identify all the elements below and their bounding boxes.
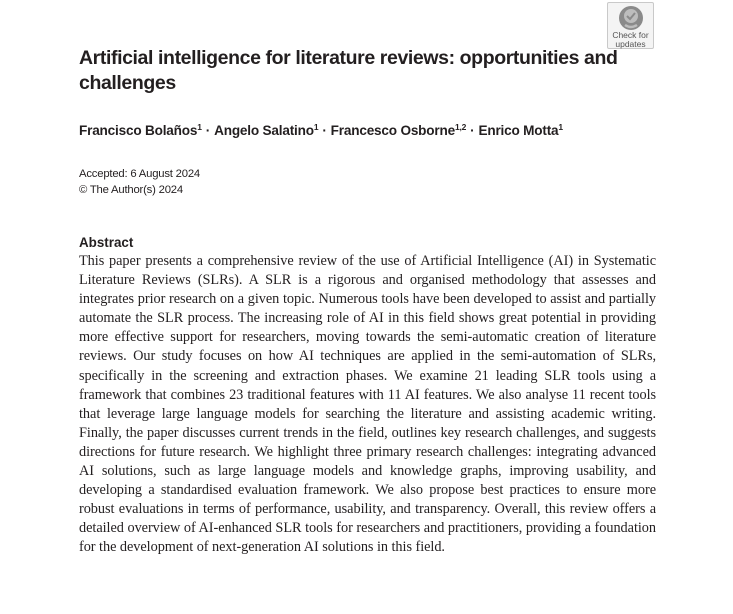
- paper-title: Artificial intelligence for literature reviews: opportunities and challenges: [79, 47, 618, 94]
- author-affiliation: 1: [558, 122, 563, 132]
- abstract-text: This paper presents a comprehensive review of the use of Artificial Intelligence (AI) in Systematic Literature Reviews (SLRs). A SLR is a rigorous and organised methodology that assesses and integrates prior research on a given topic. Numerous tools have been developed to assist and partially automate the SLR process. The increasing role of AI in this field shows great potential in providing more effective support for researchers, moving towards the semi-automatic creation of literature reviews. Our study focuses on how AI techniques are applied in the semi-automation of SLRs, specifically in the screening and extraction phases. We examine 21 leading SLR tools using a framework that combines 23 traditional features with 11 AI features. We also analyse 11 recent tools that leverage large language models for searching the literature and assisting academic writing. Finally, the paper discusses current trends in the field, outlines key research challenges, and suggests directions for future research. We highlight three primary research challenges: integrating advanced AI solutions, such as large language models and knowledge graphs, improving usability, and developing a standardised evaluation framework. We also propose best practices to ensure more robust evaluations in terms of performance, usability, and transparency. Overall, this review offers a detailed overview of AI-enhanced SLR tools for researchers and practitioners, providing a foundation for the development of next-generation AI solutions in this field.: [79, 253, 656, 556]
- badge-label-line2: updates: [615, 39, 646, 49]
- author-list: [79, 123, 679, 138]
- author-affiliation: 1,2: [454, 122, 467, 132]
- author-affiliation: 1: [197, 122, 202, 132]
- author-affiliation: 1: [313, 122, 319, 132]
- copyright-notice: © The Author(s) 2024: [79, 184, 183, 196]
- author-name[interactable]: Francesco Osborne: [330, 123, 455, 138]
- accepted-date: Accepted: 6 August 2024: [79, 168, 201, 180]
- author-name[interactable]: Enrico Motta: [478, 123, 559, 138]
- badge-label-line1: Check for: [612, 30, 649, 40]
- author-name[interactable]: Angelo Salatino: [214, 123, 314, 138]
- check-for-updates-badge[interactable]: [607, 2, 654, 49]
- abstract-heading: Abstract: [79, 235, 134, 250]
- author-separator: ·: [470, 123, 475, 138]
- author-separator: ·: [205, 123, 211, 138]
- author-name[interactable]: Francisco Bolaños: [79, 123, 198, 138]
- check-for-updates-icon: [618, 5, 644, 31]
- author-separator: ·: [322, 123, 327, 138]
